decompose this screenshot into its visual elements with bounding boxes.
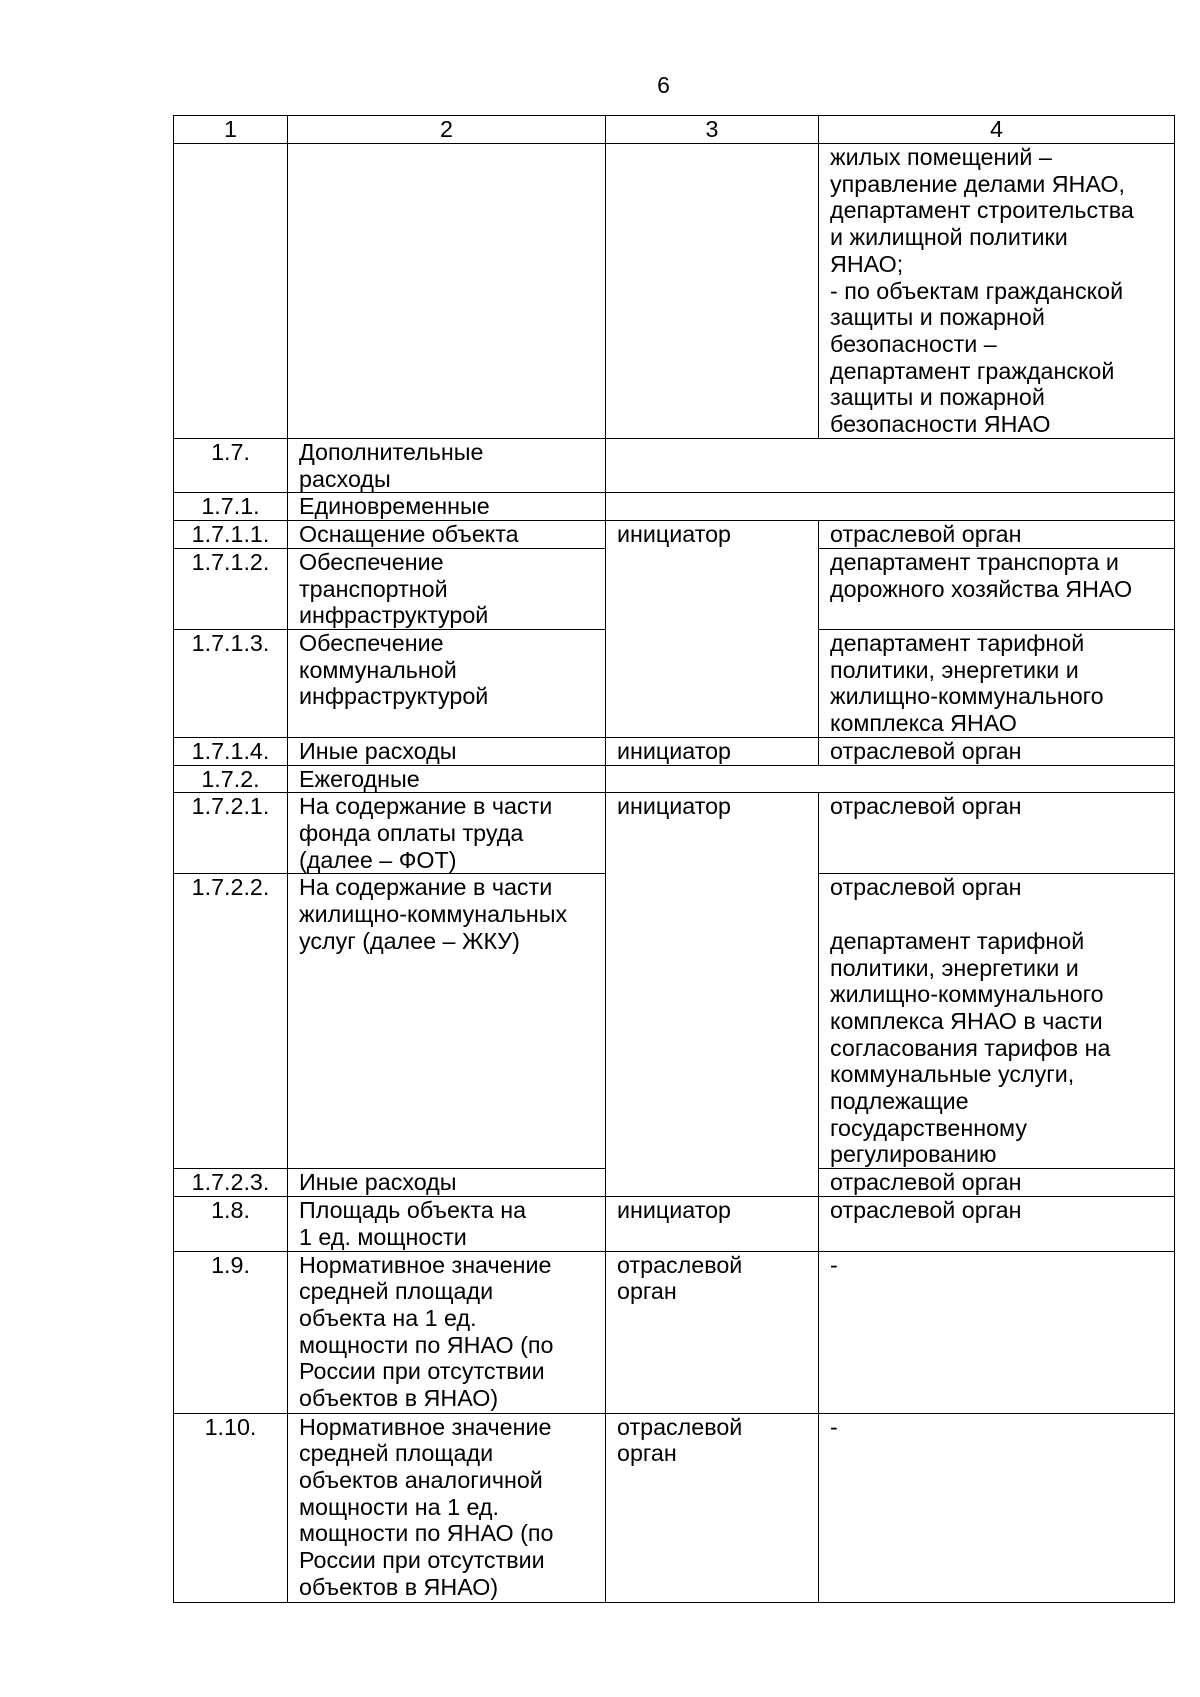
row-agreement-cell: отраслевой орган <box>819 1169 1175 1197</box>
row-number-cell: 1.9. <box>174 1251 288 1413</box>
table-row <box>174 1197 1175 1251</box>
row-number-cell: 1.7.2.1. <box>174 793 288 874</box>
row-agreement-cell: - <box>819 1413 1175 1602</box>
row-name-cell: Площадь объекта на 1 ед. мощности <box>288 1197 606 1251</box>
row-name-cell: Иные расходы <box>288 1169 606 1197</box>
page-number: 6 <box>657 72 670 98</box>
row-number-cell: 1.7.1.2. <box>174 548 288 629</box>
row-number-cell: 1.8. <box>174 1197 288 1251</box>
table-row <box>174 1251 1175 1413</box>
row-number-cell: 1.7.1.1. <box>174 521 288 549</box>
row-number-cell: 1.7.2. <box>174 765 288 793</box>
row-name-cell <box>288 144 606 439</box>
row-agreement-cell: отраслевой орган департамент тарифной политики, энергетики и жилищно-коммунального комплекса ЯНАО в части согласования тарифов на коммунальные услуги, подлежащие государственному регулированию <box>819 874 1175 1169</box>
header-cell: 4 <box>819 116 1175 144</box>
row-responsible-cell: отраслевой орган <box>606 1413 819 1602</box>
row-number-cell: 1.7. <box>174 439 288 493</box>
row-number-cell: 1.10. <box>174 1413 288 1602</box>
row-responsible-cell: инициатор <box>606 793 819 1197</box>
row-agreement-cell: жилых помещений – управление делами ЯНАО, департамент строительства и жилищной политики ЯНАО; - по объектам гражданской защиты и пожарной безопасности – департамент гражданской защиты и пожарной безопасности ЯНАО <box>819 144 1175 439</box>
table-row <box>174 793 1175 874</box>
table-row <box>174 521 1175 549</box>
table-row <box>174 765 1175 793</box>
row-name-cell: Единовременные <box>288 493 606 521</box>
row-name-cell: Оснащение объекта <box>288 521 606 549</box>
row-agreement-cell: департамент тарифной политики, энергетики и жилищно-коммунального комплекса ЯНАО <box>819 629 1175 737</box>
row-responsible-cell: отраслевой орган <box>606 1251 819 1413</box>
table-row <box>174 737 1175 765</box>
row-name-cell: Иные расходы <box>288 737 606 765</box>
row-number-cell: 1.7.1.4. <box>174 737 288 765</box>
row-agreement-cell: - <box>819 1251 1175 1413</box>
header-cell: 1 <box>174 116 288 144</box>
row-empty-cell <box>606 765 1175 793</box>
row-agreement-cell: отраслевой орган <box>819 793 1175 874</box>
row-name-cell: Нормативное значение средней площади объектов аналогичной мощности на 1 ед. мощности по ЯНАО (по России при отсутствии объектов в ЯНАО) <box>288 1413 606 1602</box>
row-name-cell: Обеспечение коммунальной инфраструктурой <box>288 629 606 737</box>
row-responsible-cell: инициатор <box>606 1197 819 1251</box>
header-cell: 2 <box>288 116 606 144</box>
row-responsible-cell <box>606 144 819 439</box>
document-table <box>173 115 1175 1603</box>
table-row <box>174 493 1175 521</box>
row-agreement-cell: отраслевой орган <box>819 1197 1175 1251</box>
table-row <box>174 144 1175 439</box>
row-number-cell: 1.7.1.3. <box>174 629 288 737</box>
row-number-cell: 1.7.1. <box>174 493 288 521</box>
table-row <box>174 1413 1175 1602</box>
table-header-row <box>174 116 1175 144</box>
row-number-cell: 1.7.2.2. <box>174 874 288 1169</box>
header-cell: 3 <box>606 116 819 144</box>
row-name-cell: Нормативное значение средней площади объекта на 1 ед. мощности по ЯНАО (по России при отсутствии объектов в ЯНАО) <box>288 1251 606 1413</box>
row-number-cell <box>174 144 288 439</box>
row-agreement-cell: отраслевой орган <box>819 521 1175 549</box>
row-number-cell: 1.7.2.3. <box>174 1169 288 1197</box>
table-row <box>174 439 1175 493</box>
row-agreement-cell: департамент транспорта и дорожного хозяйства ЯНАО <box>819 548 1175 629</box>
row-name-cell: Ежегодные <box>288 765 606 793</box>
row-agreement-cell: отраслевой орган <box>819 737 1175 765</box>
row-responsible-cell: инициатор <box>606 737 819 765</box>
row-name-cell: Дополнительные расходы <box>288 439 606 493</box>
row-name-cell: Обеспечение транспортной инфраструктурой <box>288 548 606 629</box>
row-empty-cell <box>606 439 1175 493</box>
row-name-cell: На содержание в части жилищно-коммунальных услуг (далее – ЖКУ) <box>288 874 606 1169</box>
row-responsible-cell: инициатор <box>606 521 819 738</box>
row-empty-cell <box>606 493 1175 521</box>
row-name-cell: На содержание в части фонда оплаты труда (далее – ФОТ) <box>288 793 606 874</box>
